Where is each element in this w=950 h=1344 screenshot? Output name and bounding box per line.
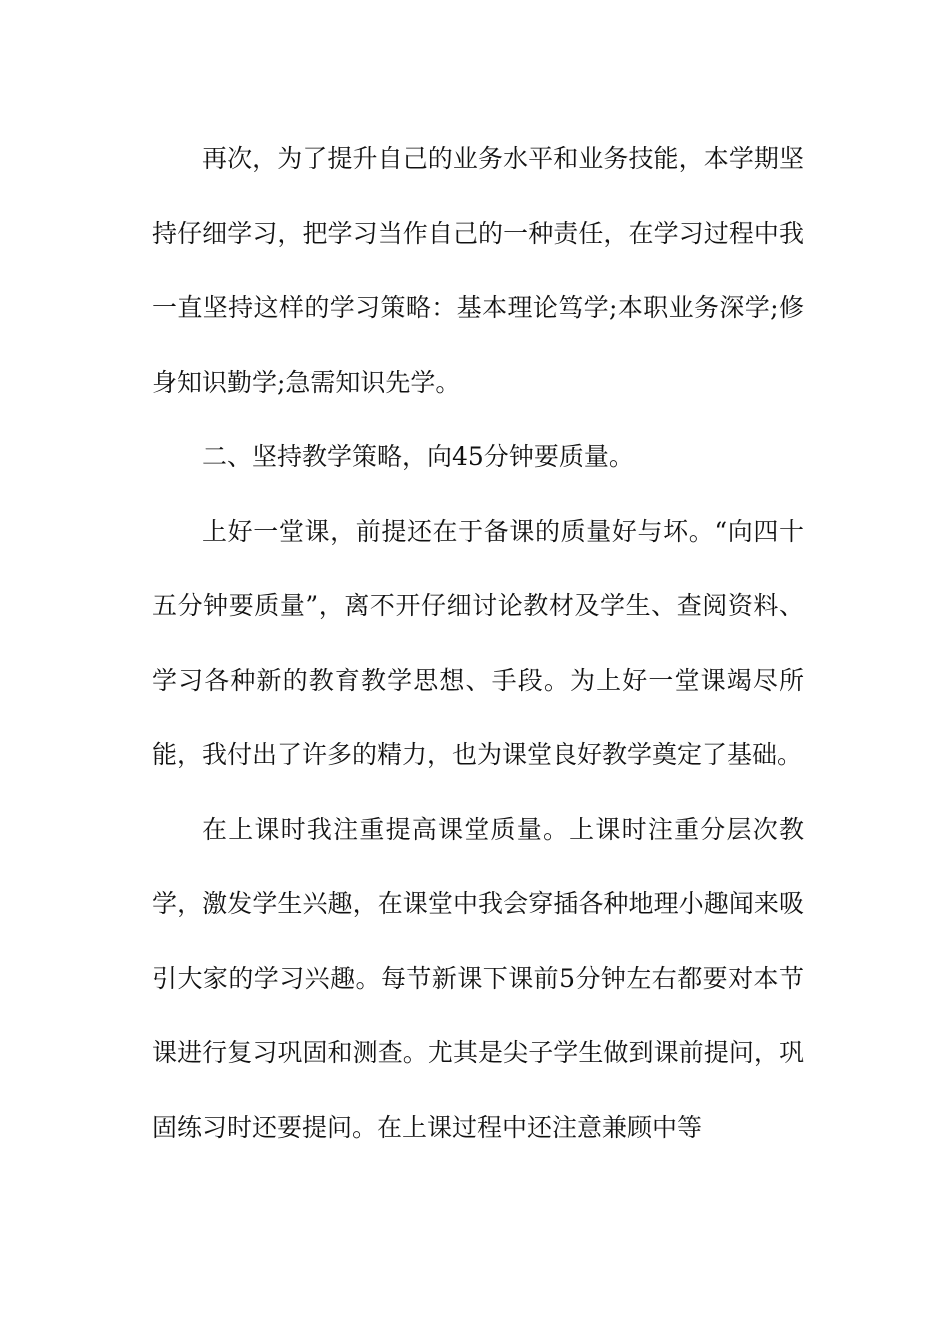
paragraph-classroom-quality: 在上课时我注重提高课堂质量。上课时注重分层次教学，激发学生兴趣，在课堂中我会穿插各种地理小趣闻来吸引大家的学习兴趣。每节新课下课前5分钟左右都要对本节课进行复习巩固和测查。尤其是尖子学生做到课前提问，巩固练习时还要提问。在上课过程中还注意兼顾中等 — [152, 814, 804, 1142]
paragraph-lesson-preparation: 上好一堂课，前提还在于备课的质量好与坏。“向四十五分钟要质量”，离不开仔细讨论教材及学生、查阅资料、学习各种新的教育教学思想、手段。为上好一堂课竭尽所能，我付出了许多的精力，也为课堂良好教学奠定了基础。 — [152, 516, 804, 769]
paragraph-self-study: 再次，为了提升自己的业务水平和业务技能，本学期坚持仔细学习，把学习当作自己的一种责任，在学习过程中我一直坚持这样的学习策略：基本理论笃学;本职业务深学;修身知识勤学;急需知识先学。 — [152, 144, 804, 397]
document-body — [152, 122, 804, 1165]
paragraph-section-heading: 二、坚持教学策略，向45分钟要质量。 — [202, 442, 634, 471]
